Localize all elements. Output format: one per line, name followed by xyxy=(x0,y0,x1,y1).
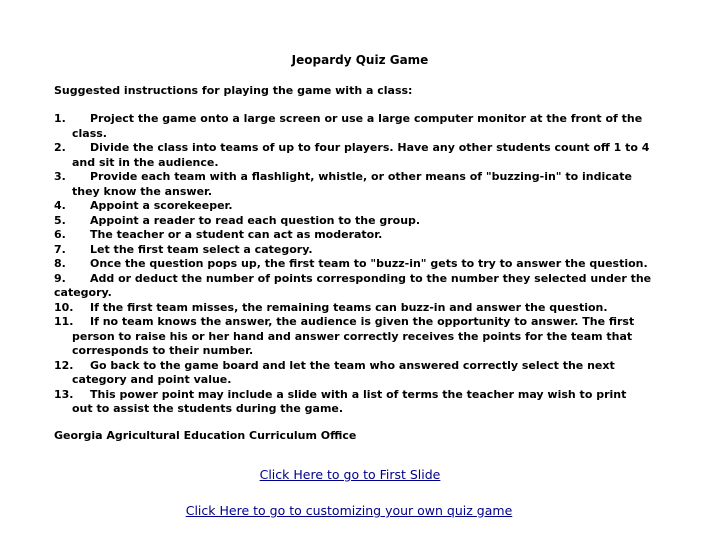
item-number: 6. xyxy=(54,228,66,241)
item-number: 4. xyxy=(54,199,66,212)
item-text: Appoint a scorekeeper. xyxy=(90,199,233,212)
item-number: 11. xyxy=(54,315,74,328)
first-slide-link[interactable]: Click Here to go to First Slide xyxy=(259,467,441,482)
item-text: If the first team misses, the remaining teams can buzz-in and answer the question. xyxy=(90,300,608,314)
item-number: 9. xyxy=(54,271,66,285)
item-text: Appoint a reader to read each question to the group. xyxy=(90,213,421,227)
list-item xyxy=(54,301,694,316)
item-number: 5. xyxy=(54,213,66,227)
list-item xyxy=(54,170,694,199)
item-text: Go back to the game board and let the team who answered correctly select the next xyxy=(90,358,615,372)
item-number: 8. xyxy=(54,257,66,270)
list-item xyxy=(54,272,694,301)
page-title: Jeopardy Quiz Game xyxy=(291,53,429,67)
item-number: 13. xyxy=(54,387,74,401)
item-text: Provide each team with a flashlight, whistle, or other means of "buzzing-in" to indicate xyxy=(90,170,632,183)
list-item xyxy=(54,243,694,258)
item-continuation: and sit in the audience. xyxy=(72,155,219,169)
list-item xyxy=(54,199,694,214)
item-number: 2. xyxy=(54,141,66,154)
item-continuation: they know the answer. xyxy=(72,184,213,198)
item-continuation: class. xyxy=(72,126,107,140)
item-number: 10. xyxy=(54,300,74,314)
list-item xyxy=(54,359,694,388)
item-text: Project the game onto a large screen or use a large computer monitor at the front of the xyxy=(90,112,643,125)
item-text: Add or deduct the number of points corresponding to the number they selected under the xyxy=(90,271,652,285)
list-item xyxy=(54,257,694,272)
item-continuation: category. xyxy=(54,286,112,299)
list-item xyxy=(54,141,694,170)
item-number: 7. xyxy=(54,242,66,256)
customize-quiz-link[interactable]: Click Here to go to customizing your own quiz game xyxy=(185,503,513,518)
item-continuation: corresponds to their number. xyxy=(72,344,254,357)
instruction-list xyxy=(54,112,694,417)
item-number: 1. xyxy=(54,112,66,125)
item-text: If no team knows the answer, the audience is given the opportunity to answer. The first xyxy=(90,315,635,328)
list-item xyxy=(54,315,694,359)
list-item xyxy=(54,388,694,417)
item-text: Once the question pops up, the first team to "buzz-in" gets to try to answer the question. xyxy=(90,257,648,270)
item-continuation: out to assist the students during the game. xyxy=(72,402,344,415)
item-continuation: category and point value. xyxy=(72,373,232,386)
list-item xyxy=(54,214,694,229)
intro-text: Suggested instructions for playing the game with a class: xyxy=(54,84,413,97)
item-continuation: person to raise his or her hand and answer correctly receives the points for the team that xyxy=(72,329,633,343)
item-number: 3. xyxy=(54,170,66,183)
list-item xyxy=(54,228,694,243)
item-text: Divide the class into teams of up to four players. Have any other students count off 1 to 4 xyxy=(90,141,650,154)
list-item xyxy=(54,112,694,141)
office-credit: Georgia Agricultural Education Curriculum Office xyxy=(54,429,357,442)
item-text: Let the first team select a category. xyxy=(90,242,313,256)
item-text: This power point may include a slide with a list of terms the teacher may wish to print xyxy=(90,387,627,401)
item-text: The teacher or a student can act as moderator. xyxy=(90,228,383,241)
item-number: 12. xyxy=(54,358,74,372)
